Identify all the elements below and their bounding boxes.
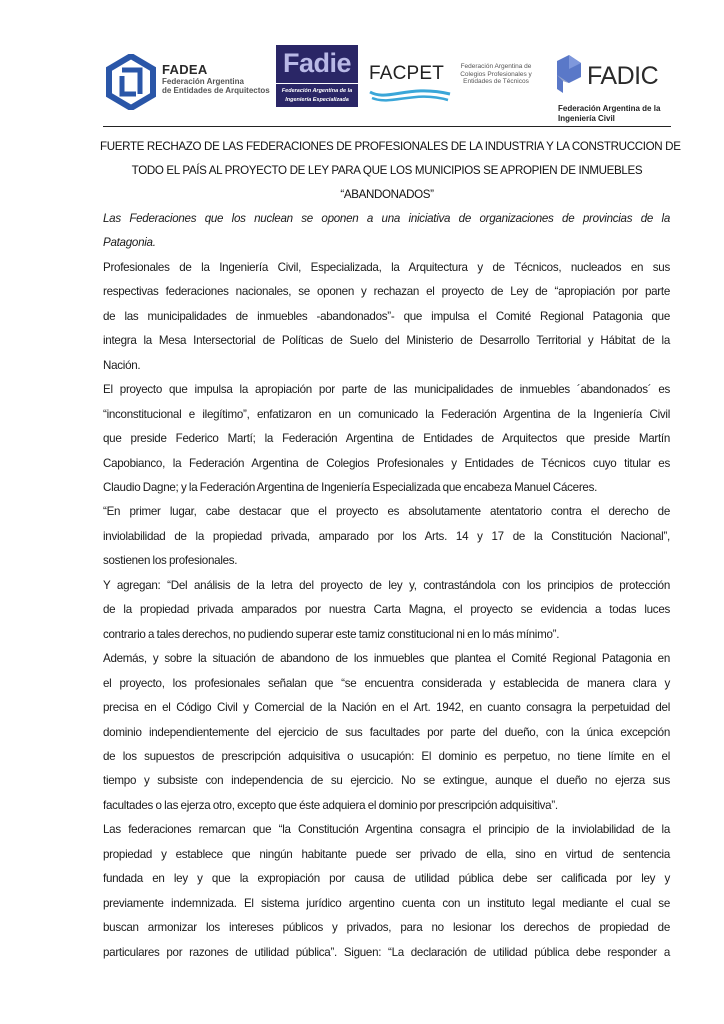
fadie-logo-subtitle: Federación Argentina de la <box>281 88 353 94</box>
facpet-wave-icon <box>368 86 452 104</box>
fadie-logo-name: Fadie <box>282 48 352 78</box>
paragraph-line: Patagonia. <box>103 236 156 250</box>
paragraph-line: Profesionales de la Ingeniería Civil, Especializada, la Arquitectura y de Técnicos, nucleados en sus <box>103 260 670 274</box>
paragraph-line: de las municipalidades de inmuebles -abandonados”- que impulsa el Comité Regional Patagonia que <box>103 309 670 323</box>
paragraph-line: dominio independientemente del ejercicio de sus facultades por parte del dueño, con la única excepción <box>103 725 670 739</box>
paragraph-line: propiedad y establece que ningún habitante puede ser privado de ella, sino en virtud de sentencia <box>103 847 670 861</box>
paragraph-line: buscan armonizar los intereses públicos y privados, para no lesionar los derechos de propiedad de <box>103 921 670 935</box>
header-divider <box>103 126 671 127</box>
fadea-logo-subtitle: de Entidades de Arquitectos <box>162 86 270 95</box>
paragraph-line: sostienen los profesionales. <box>103 554 238 568</box>
document-title-line: FUERTE RECHAZO DE LAS FEDERACIONES DE PROFESIONALES DE LA INDUSTRIA Y LA CONSTRUCCION DE <box>100 140 681 153</box>
paragraph-line: de la propiedad privada amparados por nuestra Carta Magna, el proyecto se evidencia a todas luces <box>103 603 670 617</box>
paragraph-line: Claudio Dagne; y la Federación Argentina de Ingeniería Especializada que encabeza Manuel Cáceres. <box>103 480 598 494</box>
paragraph-line: Y agregan: “Del análisis de la letra del proyecto de ley y, contrastándola con los principios de protección <box>103 578 670 592</box>
fadic-logo-icon <box>553 55 583 95</box>
paragraph-line: previamente indemnizada. El sistema jurídico argentino cuenta con un instituto legal mediante el cual se <box>103 896 670 910</box>
paragraph-line: Las Federaciones que los nuclean se oponen a una iniciativa de organizaciones de provincias de la <box>103 212 670 225</box>
paragraph <box>103 260 670 382</box>
fadic-logo-subtitle: Federación Argentina de la <box>558 104 661 113</box>
paragraph <box>103 504 670 577</box>
paragraph <box>103 822 670 969</box>
paragraph-line: de los supuestos de prescripción adquisitiva o usucapión: El dominio es perpetuo, no tiene límite en el <box>103 749 670 763</box>
paragraph-line: respectivas federaciones nacionales, se oponen y rechazan el proyecto de Ley de “apropiación por parte <box>103 285 670 299</box>
fadea-logo-name: FADEA <box>162 62 208 77</box>
paragraph <box>103 211 670 260</box>
paragraph <box>103 651 670 822</box>
paragraph-line: facultades o las ejerza otro, excepto que éste adquiera el dominio por prescripción adquisitiva”. <box>103 798 558 812</box>
fadea-logo-icon <box>106 54 156 110</box>
document-body <box>103 211 670 969</box>
document-title-line: “ABANDONADOS” <box>340 188 434 201</box>
fadie-logo-divider <box>276 83 358 84</box>
paragraph-line: precisa en el Código Civil y Comercial de la Nación en el Art. 1942, en cuanto consagra la perpetuidad del <box>103 701 670 715</box>
paragraph-line: El proyecto que impulsa la apropiación por parte de las municipalidades de inmuebles ´abandonados´ es <box>103 383 670 397</box>
paragraph-line: fundada en ley y que la expropiación por causa de utilidad pública debe ser calificada por ley y <box>103 872 670 886</box>
paragraph-line: Las federaciones remarcan que “la Constitución Argentina consagra el principio de la inviolabilidad de la <box>103 823 670 837</box>
fadie-logo-subtitle: Ingeniería Especializada <box>285 97 349 103</box>
paragraph-line: inviolabilidad de la propiedad privada, amparado por los Arts. 14 y 17 de la Constitución Nacional”, <box>103 529 670 543</box>
paragraph-line: Capobianco, la Federación Argentina de Colegios Profesionales y Entidades de Técnicos cuyo titular es <box>103 456 670 470</box>
paragraph-line: tiempo y subsiste con independencia de su ejercicio. No se extingue, aunque el dueño no ejerza sus <box>103 774 670 788</box>
paragraph-line: Nación. <box>103 358 141 372</box>
facpet-logo-name: FACPET <box>369 63 445 84</box>
paragraph-line: el proyecto, los profesionales señalan que “se encuentra considerada y establecida de manera clara y <box>103 676 670 690</box>
paragraph <box>103 382 670 504</box>
fadic-logo-name: FADIC <box>587 62 659 90</box>
paragraph-line: que preside Federico Martí; la Federación Argentina de Entidades de Arquitectos que preside Martín <box>103 432 670 446</box>
fadic-logo-subtitle: Ingeniería Civil <box>558 114 615 123</box>
paragraph <box>103 578 670 651</box>
paragraph-line: Además, y sobre la situación de abandono de los inmuebles que plantea el Comité Regional Patagonia en <box>103 652 670 666</box>
paragraph-line: integra la Mesa Intersectorial de Políticas de Suelo del Ministerio de Desarrollo Territorial y Hábitat de la <box>103 334 670 348</box>
paragraph-line: “En primer lugar, cabe destacar que el proyecto es absolutamente atentatorio contra el derecho de <box>103 505 670 519</box>
paragraph-line: particulares por razones de utilidad pública”. Siguen: “La declaración de utilidad pública debe responder a <box>103 945 670 959</box>
facpet-logo-subtitle: Federación Argentina de Colegios Profesionales y Entidades de Técnicos <box>460 63 532 85</box>
document-title-line: TODO EL PAÍS AL PROYECTO DE LEY PARA QUE LOS MUNICIPIOS SE APROPIEN DE INMUEBLES <box>131 164 643 177</box>
paragraph-line: contrario a tales derechos, no pudiendo superar este tamiz constitucional ni en lo más mínimo”. <box>103 627 560 641</box>
fadea-logo-subtitle: Federación Argentina <box>162 77 244 86</box>
paragraph-line: “inconstitucional e ilegítimo”, enfatizaron en un comunicado la Federación Argentina de la Ingeniería Civil <box>103 407 670 421</box>
